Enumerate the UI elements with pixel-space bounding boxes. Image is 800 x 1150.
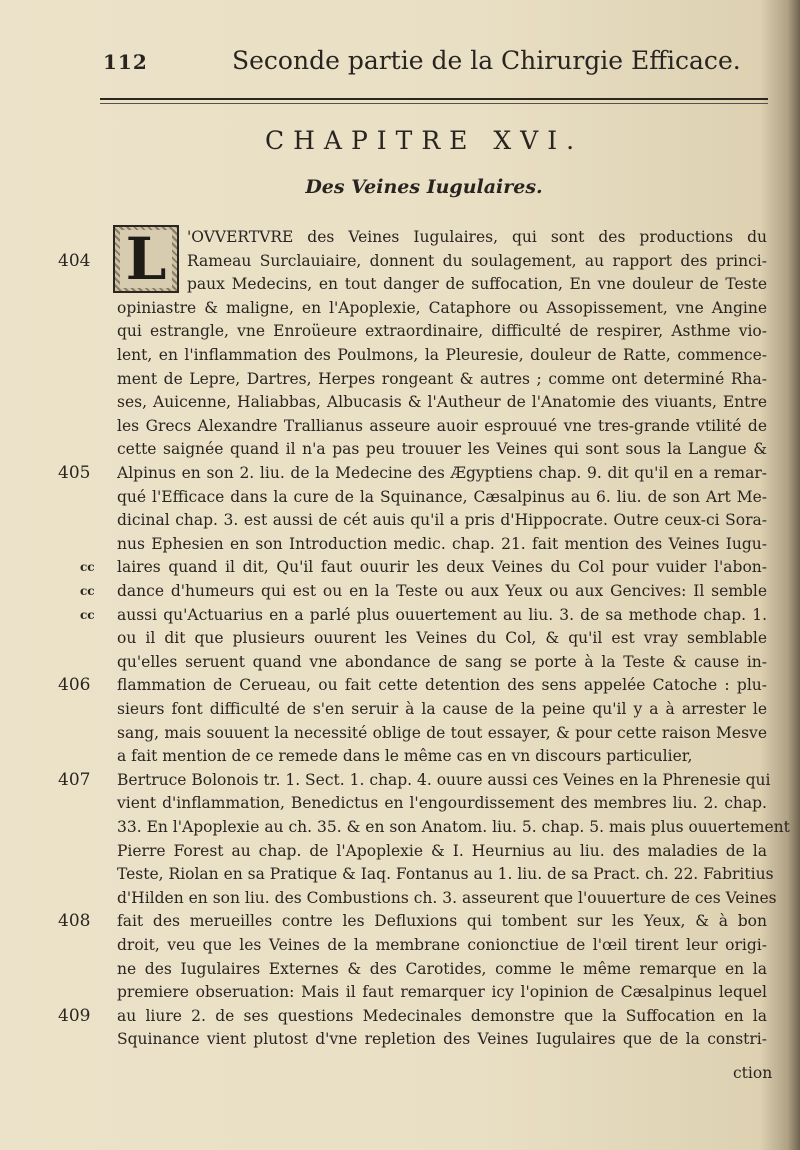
text-line bbox=[0, 745, 800, 767]
text-line bbox=[0, 556, 800, 578]
text-line-content: d'Hilden en son liu. des Combustions ch. 3. asseurent que l'ouuerture de ces Veines bbox=[117, 888, 777, 907]
text-line bbox=[0, 462, 800, 484]
quotation-mark: cc bbox=[80, 560, 95, 575]
text-line bbox=[0, 1028, 800, 1050]
quotation-mark: cc bbox=[80, 584, 95, 598]
page-number: 112 bbox=[103, 50, 148, 74]
text-line bbox=[0, 604, 800, 626]
text-line-content: ment de Lepre, Dartres, Herpes rongeant & autres ; comme ont determiné Rha- bbox=[117, 369, 767, 388]
text-line bbox=[0, 297, 800, 319]
text-line-content: Pierre Forest au chap. de l'Apoplexie & I. Heurnius au liu. des maladies de la bbox=[117, 841, 767, 860]
margin-number: 409 bbox=[58, 1005, 91, 1026]
text-line bbox=[0, 651, 800, 673]
chapter-title: CHAPITRE XVI. bbox=[264, 126, 584, 155]
running-title: Seconde partie de la Chirurgie Efficace. bbox=[232, 46, 741, 75]
text-line-content: sieurs font difficulté de s'en seruir à la cause de la peine qu'il y a à arrester le bbox=[117, 700, 767, 718]
text-line-content: dicinal chap. 3. est aussi de cét auis qu'il a pris d'Hippocrate. Outre ceux-ci Sora- bbox=[117, 511, 767, 530]
text-line-content: 'OVVERTVRE des Veines Iugulaires, qui sont des productions du bbox=[187, 228, 767, 246]
text-line-content: Alpinus en son 2. liu. de la Medecine des Ægyptiens chap. 9. dit qu'il en a remar- bbox=[117, 464, 767, 482]
text-line bbox=[0, 533, 800, 555]
text-line bbox=[0, 273, 800, 295]
text-line bbox=[0, 674, 800, 696]
header-rule bbox=[100, 98, 768, 100]
text-line bbox=[0, 320, 800, 342]
text-line-content: ne des Iugulaires Externes & des Carotides, comme le même remarque en la bbox=[117, 959, 767, 978]
text-line bbox=[0, 816, 800, 838]
text-line-content: Teste, Riolan en sa Pratique & Iaq. Fontanus au 1. liu. de sa Pract. ch. 22. Fabritius bbox=[117, 865, 774, 884]
text-line-content: cette saignée quand il n'a pas peu trouuer les Veines qui sont sous la Langue & bbox=[117, 440, 767, 459]
text-line-content: fait des merueilles contre les Defluxions qui tombent sur les Yeux, & à bon bbox=[117, 912, 767, 931]
text-line-content: qu'elles seruent quand vne abondance de sang se porte à la Teste & cause in- bbox=[117, 652, 767, 671]
text-line-content: ses, Auicenne, Haliabbas, Albucasis & l'Autheur de l'Anatomie des viuants, Entre bbox=[117, 393, 767, 412]
text-line bbox=[0, 792, 800, 814]
text-line bbox=[0, 981, 800, 1003]
initial-letter: L bbox=[120, 230, 173, 288]
text-line bbox=[0, 840, 800, 862]
text-line bbox=[0, 934, 800, 956]
margin-number: 405 bbox=[58, 463, 91, 483]
chapter-subtitle: Des Veines Iugulaires. bbox=[305, 176, 543, 198]
text-line-content: nus Ephesien en son Introduction medic. chap. 21. fait mention des Veines Iugu- bbox=[117, 534, 767, 553]
text-line-content: sang, mais souuent la necessité oblige de tout essayer, & pour cette raison Mesve bbox=[117, 723, 767, 742]
text-line-content: qué l'Efficace dans la cure de la Squinance, Cæsalpinus au 6. liu. de son Art Me- bbox=[117, 487, 767, 506]
text-line-content: a fait mention de ce remede dans le même cas en vn discours particulier, bbox=[117, 747, 693, 766]
text-line-content: aussi qu'Actuarius en a parlé plus ouuertement au liu. 3. de sa methode chap. 1. bbox=[117, 605, 767, 624]
header-rule-thin bbox=[100, 103, 768, 104]
text-line-content: 33. En l'Apoplexie au ch. 35. & en son Anatom. liu. 5. chap. 5. mais plus ouuertement bbox=[117, 818, 790, 836]
text-line bbox=[0, 368, 800, 390]
text-line bbox=[0, 344, 800, 366]
text-line bbox=[0, 509, 800, 531]
text-line bbox=[0, 391, 800, 413]
text-line bbox=[0, 722, 800, 744]
text-line bbox=[0, 226, 800, 248]
text-line bbox=[0, 438, 800, 460]
text-line-content: opiniastre & maligne, en l'Apoplexie, Cataphore ou Assopissement, vne Angine bbox=[117, 298, 767, 317]
text-line-content: premiere obseruation: Mais il faut remarquer icy l'opinion de Cæsalpinus lequel bbox=[117, 983, 767, 1002]
text-line-content: Rameau Surclauiaire, donnent du soulagement, au rapport des princi- bbox=[187, 251, 767, 270]
text-line bbox=[0, 415, 800, 437]
text-line-content: Squinance vient plutost d'vne repletion des Veines Iugulaires que de la constri- bbox=[117, 1030, 767, 1049]
text-line bbox=[0, 486, 800, 508]
text-line-content: paux Medecins, en tout danger de suffocation, En vne douleur de Teste bbox=[187, 275, 767, 294]
text-line bbox=[0, 769, 800, 791]
text-line-content: lent, en l'inflammation des Poulmons, la Pleuresie, douleur de Ratte, commence- bbox=[117, 346, 767, 364]
text-line-content: qui estrangle, vne Enroüeure extraordinaire, difficulté de respirer, Asthme vio- bbox=[117, 322, 767, 341]
text-line-content: Bertruce Bolonois tr. 1. Sect. 1. chap. 4. ouure aussi ces Veines en la Phrenesie qui bbox=[117, 770, 771, 789]
text-line bbox=[0, 958, 800, 980]
text-line bbox=[0, 910, 800, 932]
margin-number: 408 bbox=[58, 911, 91, 932]
text-line bbox=[0, 698, 800, 720]
text-line bbox=[0, 580, 800, 602]
text-line bbox=[0, 250, 800, 272]
text-line bbox=[0, 1005, 800, 1027]
text-line-content: droit, veu que les Veines de la membrane conionctiue de l'œil tirent leur origi- bbox=[117, 936, 767, 954]
text-line bbox=[0, 627, 800, 649]
text-line-content: au liure 2. de ses questions Medecinales demonstre que la Suffocation en la bbox=[117, 1006, 767, 1025]
margin-number: 407 bbox=[58, 769, 91, 790]
text-line-content: vient d'inflammation, Benedictus en l'engourdissement des membres liu. 2. chap. bbox=[117, 794, 767, 813]
text-line-content: flammation de Cerueau, ou fait cette detention des sens appelée Catoche : plu- bbox=[117, 676, 767, 695]
text-line-content: ou il dit que plusieurs ouurent les Veines du Col, & qu'il est vray semblable bbox=[117, 629, 767, 648]
text-line-content: dance d'humeurs qui est ou en la Teste ou aux Yeux ou aux Gencives: Il semble bbox=[117, 582, 767, 600]
quotation-mark: cc bbox=[80, 607, 95, 622]
text-line-content: laires quand il dit, Qu'il faut ouurir les deux Veines du Col pour vuider l'abon- bbox=[117, 558, 767, 577]
catchword: ction bbox=[733, 1064, 773, 1082]
margin-number: 406 bbox=[58, 675, 91, 696]
margin-number: 404 bbox=[58, 250, 91, 271]
text-line-content: les Grecs Alexandre Trallianus asseure auoir esprouué vne tres-grande vtilité de bbox=[117, 416, 767, 435]
text-line bbox=[0, 863, 800, 885]
text-line bbox=[0, 887, 800, 909]
